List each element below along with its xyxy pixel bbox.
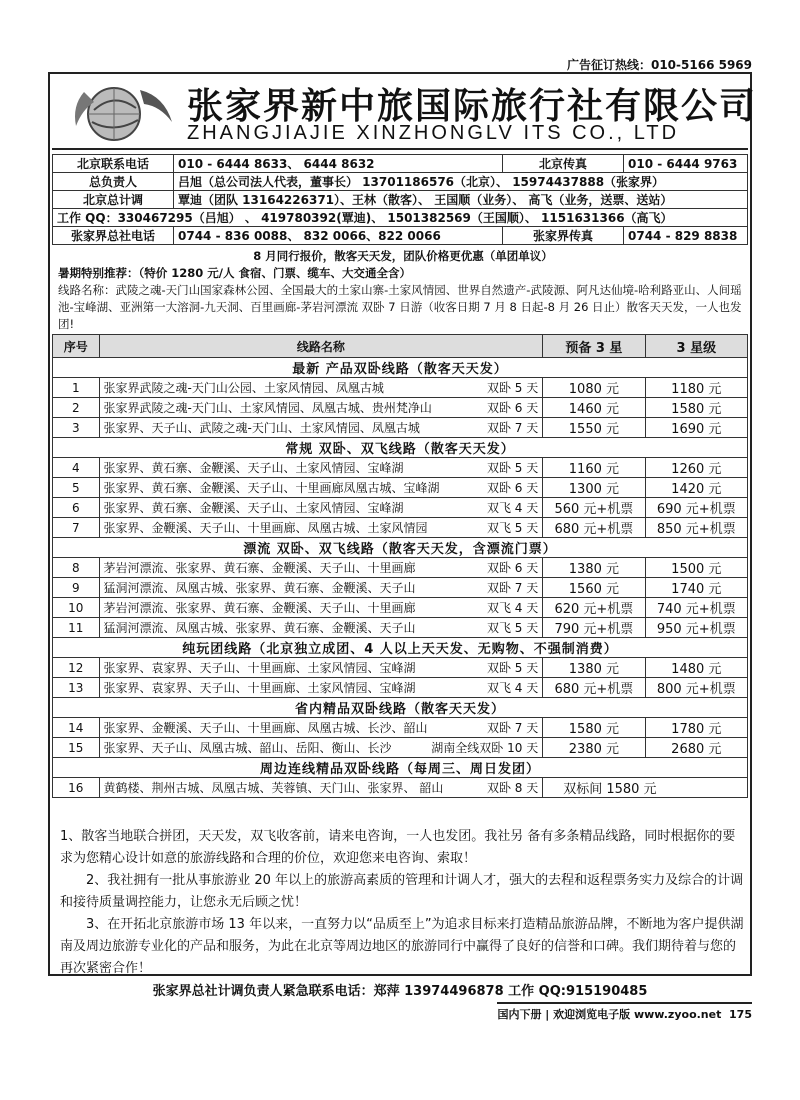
route-duration: 双卧 7 天 bbox=[486, 581, 539, 595]
price-3star: 1500 元 bbox=[645, 558, 747, 578]
contact-row bbox=[53, 191, 748, 209]
route-duration: 双卧 6 天 bbox=[486, 401, 539, 415]
route-number: 11 bbox=[53, 618, 100, 638]
route-cell bbox=[99, 398, 543, 418]
route-duration: 双卧 7 天 bbox=[486, 721, 539, 735]
price-3star: 1740 元 bbox=[645, 578, 747, 598]
table-row bbox=[53, 658, 748, 678]
section-title: 省内精品双卧线路（散客天天发） bbox=[53, 698, 748, 718]
price-prep-3star: 1460 元 bbox=[543, 398, 645, 418]
price-prep-3star: 620 元+机票 bbox=[543, 598, 645, 618]
price-3star: 1480 元 bbox=[645, 658, 747, 678]
footer-paragraph: 1、散客当地联合拼团，天天发，双飞收客前，请来电咨询，一人也发团。我社另 备有多条精品线路，同时根据你的要求为您精心设计如意的旅游线路和合理的价位，欢迎您来电咨询、索取！ bbox=[60, 829, 736, 866]
route-name: 张家界、袁家界、天子山、十里画廊、土家风情园、宝峰湖 bbox=[103, 681, 416, 695]
route-description: 线路名称：武陵之魂-天门山国家森林公园、全国最大的土家山寨-土家风情园、世界自然遗产-武陵源、阿凡达仙境-哈利路亚山、人间瑶池-宝峰湖、亚洲第一大溶洞-九天洞、百里画廊-茅岩河漂流 双卧 7 日游（收客日期 7 月 8 日起-8 月 26 日止）散客天天发，一人也发团! bbox=[58, 283, 742, 331]
route-cell bbox=[99, 418, 543, 438]
route-duration: 双卧 6 天 bbox=[486, 561, 539, 575]
table-row bbox=[53, 478, 748, 498]
hq-phone-label: 张家界总社电话 bbox=[53, 227, 174, 245]
table-row bbox=[53, 618, 748, 638]
section-row bbox=[53, 758, 748, 778]
page-number: 175 bbox=[729, 1008, 752, 1021]
contact-row bbox=[53, 209, 748, 227]
route-number: 1 bbox=[53, 378, 100, 398]
route-number: 15 bbox=[53, 738, 100, 758]
price-3star: 740 元+机票 bbox=[645, 598, 747, 618]
bottom-bar bbox=[497, 1002, 752, 1022]
price-prep-3star: 680 元+机票 bbox=[543, 678, 645, 698]
planner: 覃迪（团队 13164226371）、王林（散客）、 王国顺（业务）、 高飞（业务，送票、送站） bbox=[174, 191, 748, 209]
price-prep-3star: 1560 元 bbox=[543, 578, 645, 598]
price-3star: 1690 元 bbox=[645, 418, 747, 438]
section-title: 最新 产品双卧线路（散客天天发） bbox=[53, 358, 748, 378]
route-number: 10 bbox=[53, 598, 100, 618]
price-prep-3star: 1380 元 bbox=[543, 658, 645, 678]
route-cell bbox=[99, 478, 543, 498]
company-name-en: ZHANGJIAJIE XINZHONGLV ITS CO., LTD bbox=[187, 122, 680, 144]
price-3star: 800 元+机票 bbox=[645, 678, 747, 698]
section-row bbox=[53, 698, 748, 718]
route-name: 张家界、袁家界、天子山、十里画廊、土家风情园、宝峰湖 bbox=[103, 661, 416, 675]
table-header-row bbox=[53, 335, 748, 358]
route-name: 茅岩河漂流、张家界、黄石寨、金鞭溪、天子山、十里画廊 bbox=[103, 561, 416, 575]
route-number: 7 bbox=[53, 518, 100, 538]
company-header bbox=[52, 76, 758, 150]
route-cell bbox=[99, 498, 543, 518]
route-name: 张家界、金鞭溪、天子山、十里画廊、凤凰古城、长沙、韶山 bbox=[103, 721, 428, 735]
route-name: 猛洞河漂流、凤凰古城、张家界、黄石寨、金鞭溪、天子山 bbox=[103, 621, 416, 635]
route-duration: 双卧 5 天 bbox=[486, 661, 539, 675]
route-duration: 双卧 7 天 bbox=[486, 421, 539, 435]
route-name: 张家界、黄石寨、金鞭溪、天子山、土家风情园、宝峰湖 bbox=[103, 501, 404, 515]
section-row bbox=[53, 538, 748, 558]
beijing-fax: 010 - 6444 9763 bbox=[624, 155, 748, 173]
company-logo-icon bbox=[64, 82, 184, 144]
route-name: 张家界武陵之魂-天门山公园、土家风情园、凤凰古城 bbox=[103, 381, 384, 395]
price-prep-3star: 2380 元 bbox=[543, 738, 645, 758]
header-price-prep-3star: 预备 3 星 bbox=[543, 335, 645, 358]
route-cell bbox=[99, 658, 543, 678]
price-prep-3star: 560 元+机票 bbox=[543, 498, 645, 518]
section-title: 纯玩团线路（北京独立成团、4 人以上天天发、无购物、不强制消费） bbox=[53, 638, 748, 658]
route-number: 9 bbox=[53, 578, 100, 598]
route-cell bbox=[99, 378, 543, 398]
route-name: 张家界、天子山、凤凰古城、韶山、岳阳、衡山、长沙 bbox=[103, 741, 392, 755]
price-3star: 2680 元 bbox=[645, 738, 747, 758]
route-number: 6 bbox=[53, 498, 100, 518]
table-row bbox=[53, 518, 748, 538]
route-number: 8 bbox=[53, 558, 100, 578]
table-row bbox=[53, 778, 748, 798]
contact-row bbox=[53, 155, 748, 173]
price-prep-3star: 1580 元 bbox=[543, 718, 645, 738]
header-number: 序号 bbox=[53, 335, 100, 358]
route-duration: 双飞 5 天 bbox=[486, 621, 539, 635]
route-cell bbox=[99, 518, 543, 538]
price-3star: 850 元+机票 bbox=[645, 518, 747, 538]
route-number: 3 bbox=[53, 418, 100, 438]
route-cell bbox=[99, 598, 543, 618]
price-3star: 1180 元 bbox=[645, 378, 747, 398]
notes bbox=[58, 248, 748, 333]
price-3star: 1260 元 bbox=[645, 458, 747, 478]
routes-table bbox=[52, 334, 748, 798]
route-name: 张家界、天子山、武陵之魂-天门山、土家风情园、凤凰古城 bbox=[103, 421, 420, 435]
header-route: 线路名称 bbox=[99, 335, 543, 358]
footer-paragraph: 2、我社拥有一批从事旅游业 20 年以上的旅游高素质的管理和计调人才，强大的去程和返程票务实力及综合的计调和接待质量调控能力，让您永无后顾之忧！ bbox=[60, 873, 744, 910]
section-title: 常规 双卧、双飞线路（散客天天发） bbox=[53, 438, 748, 458]
ad-hotline: 广告征订热线：010-5166 5969 bbox=[566, 58, 752, 72]
route-name: 张家界、黄石寨、金鞭溪、天子山、土家风情园、宝峰湖 bbox=[103, 461, 404, 475]
table-row bbox=[53, 558, 748, 578]
price-3star: 950 元+机票 bbox=[645, 618, 747, 638]
route-duration: 双卧 5 天 bbox=[486, 461, 539, 475]
manager-label: 总负责人 bbox=[53, 173, 174, 191]
beijing-phone-label: 北京联系电话 bbox=[53, 155, 174, 173]
route-name: 茅岩河漂流、张家界、黄石寨、金鞭溪、天子山、十里画廊 bbox=[103, 601, 416, 615]
bottom-bar-text: 国内下册 | 欢迎浏览电子版 www.zyoo.net bbox=[497, 1008, 722, 1021]
beijing-fax-label: 北京传真 bbox=[503, 155, 624, 173]
price-prep-3star: 1380 元 bbox=[543, 558, 645, 578]
route-cell bbox=[99, 458, 543, 478]
footer-text bbox=[60, 826, 744, 980]
route-number: 12 bbox=[53, 658, 100, 678]
summer-recommendation: 暑期特别推荐：（特价 1280 元/人 食宿、门票、缆车、大交通全含） bbox=[58, 266, 411, 280]
route-name: 张家界、黄石寨、金鞭溪、天子山、十里画廊凤凰古城、宝峰湖 bbox=[103, 481, 440, 495]
hq-phone: 0744 - 836 0088、 832 0066、822 0066 bbox=[174, 227, 503, 245]
route-cell bbox=[99, 618, 543, 638]
route-name: 张家界、金鞭溪、天子山、十里画廊、凤凰古城、土家风情园 bbox=[103, 521, 428, 535]
route-duration: 湖南全线双卧 10 天 bbox=[431, 741, 539, 755]
route-duration: 双卧 5 天 bbox=[486, 381, 539, 395]
table-row bbox=[53, 498, 748, 518]
table-row bbox=[53, 458, 748, 478]
price-prep-3star: 1160 元 bbox=[543, 458, 645, 478]
route-name: 黄鹤楼、荆州古城、凤凰古城、芙蓉镇、天门山、张家界、 韶山 bbox=[103, 781, 444, 795]
qq-contacts: 工作 QQ：330467295（吕旭） 、 419780392(覃迪)、 1501382569（王国顺）、 1151631366（高飞） bbox=[53, 209, 748, 227]
planner-label: 北京总计调 bbox=[53, 191, 174, 209]
contact-row bbox=[53, 173, 748, 191]
route-duration: 双卧 6 天 bbox=[486, 481, 539, 495]
contact-row bbox=[53, 227, 748, 245]
table-row bbox=[53, 598, 748, 618]
route-number: 5 bbox=[53, 478, 100, 498]
route-number: 2 bbox=[53, 398, 100, 418]
route-duration: 双飞 4 天 bbox=[486, 601, 539, 615]
hq-fax: 0744 - 829 8838 bbox=[624, 227, 748, 245]
route-name: 张家界武陵之魂-天门山、土家风情园、凤凰古城、贵州梵净山 bbox=[103, 401, 432, 415]
manager: 吕旭（总公司法人代表，董事长） 13701186576（北京）、 15974437888（张家界） bbox=[174, 173, 748, 191]
footer-paragraph: 3、在开拓北京旅游市场 13 年以来，一直努力以“品质至上”为追求目标来打造精品旅游品牌，不断地为客户提供湖南及周边旅游专业化的产品和服务，为此在北京等周边地区的旅游同行中赢得了良好的信誉和口碑。我们期待着与您的再次紧密合作！ bbox=[60, 917, 744, 976]
table-row bbox=[53, 718, 748, 738]
route-number: 13 bbox=[53, 678, 100, 698]
price-3star: 1420 元 bbox=[645, 478, 747, 498]
route-cell bbox=[99, 678, 543, 698]
route-cell bbox=[99, 578, 543, 598]
route-number: 16 bbox=[53, 778, 100, 798]
route-duration: 双飞 5 天 bbox=[486, 521, 539, 535]
price-3star: 690 元+机票 bbox=[645, 498, 747, 518]
section-title: 漂流 双卧、双飞线路（散客天天发，含漂流门票） bbox=[53, 538, 748, 558]
price-prep-3star: 1550 元 bbox=[543, 418, 645, 438]
route-cell bbox=[99, 778, 543, 798]
table-row bbox=[53, 418, 748, 438]
table-row bbox=[53, 378, 748, 398]
route-number: 4 bbox=[53, 458, 100, 478]
route-duration: 双飞 4 天 bbox=[486, 681, 539, 695]
merged-price: 双标间 1580 元 bbox=[543, 778, 748, 798]
hq-fax-label: 张家界传真 bbox=[503, 227, 624, 245]
notes-headline: 8 月同行报价，散客天天发，团队价格更优惠（单团单议） bbox=[253, 249, 553, 263]
price-prep-3star: 790 元+机票 bbox=[543, 618, 645, 638]
price-prep-3star: 1300 元 bbox=[543, 478, 645, 498]
contact-table bbox=[52, 154, 748, 245]
route-name: 猛洞河漂流、凤凰古城、张家界、黄石寨、金鞭溪、天子山 bbox=[103, 581, 416, 595]
price-prep-3star: 680 元+机票 bbox=[543, 518, 645, 538]
header-price-3star: 3 星级 bbox=[645, 335, 747, 358]
section-row bbox=[53, 358, 748, 378]
section-row bbox=[53, 438, 748, 458]
route-number: 14 bbox=[53, 718, 100, 738]
table-row bbox=[53, 738, 748, 758]
price-prep-3star: 1080 元 bbox=[543, 378, 645, 398]
beijing-phone: 010 - 6444 8633、 6444 8632 bbox=[174, 155, 503, 173]
price-3star: 1580 元 bbox=[645, 398, 747, 418]
route-cell bbox=[99, 558, 543, 578]
routes-body bbox=[53, 335, 748, 798]
section-row bbox=[53, 638, 748, 658]
table-row bbox=[53, 578, 748, 598]
emergency-contact: 张家界总社计调负责人紧急联系电话：郑萍 13974496878 工作 QQ:915190485 bbox=[152, 984, 648, 999]
table-row bbox=[53, 398, 748, 418]
route-duration: 双飞 4 天 bbox=[486, 501, 539, 515]
price-3star: 1780 元 bbox=[645, 718, 747, 738]
route-duration: 双卧 8 天 bbox=[486, 781, 539, 795]
section-title: 周边连线精品双卧线路（每周三、周日发团） bbox=[53, 758, 748, 778]
table-row bbox=[53, 678, 748, 698]
route-cell bbox=[99, 718, 543, 738]
route-cell bbox=[99, 738, 543, 758]
company-name-cn: 张家界新中旅国际旅行社有限公司 bbox=[187, 85, 758, 127]
